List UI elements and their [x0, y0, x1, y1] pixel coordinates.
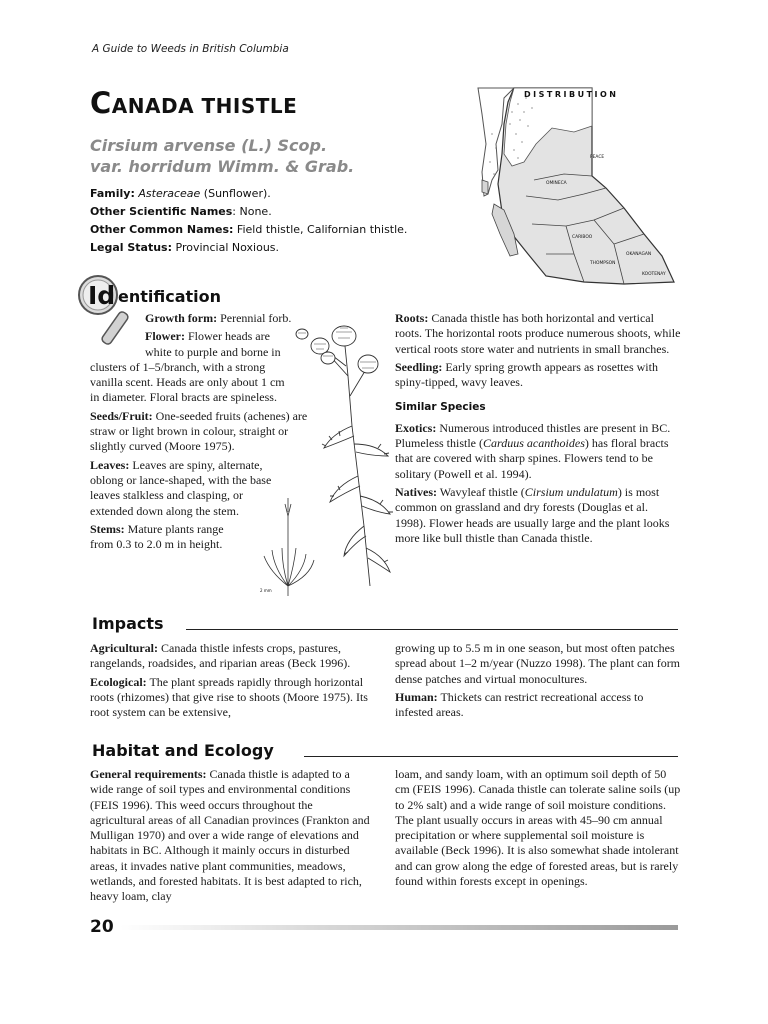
natives-text-a: Wavyleaf thistle ( [437, 484, 525, 499]
impacts-agricultural [90, 641, 370, 672]
scientific-name-line1: Cirsium arvense (L.) Scop. [90, 136, 328, 155]
legal-status-row [90, 239, 407, 257]
habitat-general-continued: loam, and sandy loam, with an optimum soil depth of 50 cm (FEIS 1996). Canada thistle can tolerate saline soils (up to 2% salt) and a wide range of soil moisture conditions. The plant usually occurs in areas with 45–90 cm annual precipitation or where supplemental soil moisture is available (Beck 1996). It is also somewhat shade intolerant and can grow along the edge of forested areas, but is rarely found within forests except in openings. [395, 767, 681, 889]
map-title: DISTRIBUTION [524, 90, 619, 99]
footer-bar [120, 925, 678, 930]
map-label-peace: PEACE [590, 155, 605, 160]
general-requirements-text: Canada thistle is adapted to a wide range of soil types and environmental conditions (FEIS 1996). This weed occurs throughout the agricultural areas of all Canadian provinces (Frankton and Mulligan 1970) and over a wide range of elevations and habitats in BC. Although it mainly occurs in disturbed areas, it invades native plant communities, meadows, wetlands, and forested habitats. It is best adapted to rich, heavy loam, clay [90, 767, 370, 904]
habitat-rule [304, 756, 678, 757]
roots [395, 311, 681, 357]
identification-heading: entification [118, 287, 222, 306]
title-rest: ANADA THISTLE [111, 94, 298, 118]
exotics-scientific: Carduus acanthoides [483, 436, 585, 451]
leaves-text: Leaves are spiny, alternate, oblong or lance-shaped, with the base leaves stalkless and clasping, or extended down along the stem. [90, 457, 272, 518]
exotics-label: Exotics: [395, 420, 437, 435]
seedling [395, 360, 681, 391]
growth-form-label: Growth form: [145, 311, 218, 325]
family-value: Asteraceae [138, 187, 201, 200]
natives [395, 485, 681, 546]
scientific-name [90, 135, 354, 177]
human-text: Thickets can restrict recreational access to infested areas. [395, 689, 644, 720]
agricultural-label: Agricultural: [90, 641, 158, 655]
scale-label: 2 mm [260, 588, 272, 593]
map-label-kootenay: KOOTENAY [642, 272, 666, 277]
seedling-label: Seedling: [395, 359, 443, 374]
ecological-text: The plant spreads rapidly through horizontal roots (rhizomes) that give rise to shoots (Moore 1975). Its root system can be extensive, [90, 674, 368, 720]
stems-label: Stems: [90, 521, 125, 536]
map-label-cariboo: CARIBOO [572, 235, 593, 240]
common-names-label: Other Common Names: [90, 223, 234, 236]
legal-status-label: Legal Status: [90, 241, 173, 254]
scientific-name-line2: var. horridum Wimm. & Grab. [90, 157, 355, 176]
identification-left-column [90, 311, 308, 555]
habitat-left-column [90, 767, 370, 908]
habitat-heading: Habitat and Ecology [92, 741, 274, 760]
flower-line1-text: Flower heads are [184, 329, 270, 344]
family-note: (Sunflower). [200, 187, 271, 200]
human-label: Human: [395, 689, 438, 704]
seeds-fruit [90, 409, 310, 455]
other-scientific-value: : None. [232, 205, 272, 218]
habitat-right-column [395, 767, 681, 892]
map-label-thompson: THOMPSON [590, 261, 616, 266]
legal-status-value: Provincial Noxious. [172, 241, 280, 254]
impacts-heading: Impacts [92, 614, 164, 633]
leaves-label: Leaves: [90, 457, 130, 472]
page-title [90, 86, 297, 120]
impacts-human [395, 690, 681, 721]
running-head: A Guide to Weeds in British Columbia [92, 43, 289, 55]
common-names-value: Field thistle, Californian thistle. [233, 223, 408, 236]
impacts-ecological-continued: growing up to 5.5 m in one season, but most often patches spread about 1–2 m/year (Nuzzo 1998). The plant can form dense patches and virtual monocultures. [395, 641, 681, 686]
exotics-text-b: ) has floral bracts that are covered with sharp spines. Flowers tend to be solitary (Powell et al. 1994). [395, 436, 669, 481]
impacts-right-column [395, 641, 681, 723]
growth-form-text: Perennial forb. [217, 311, 292, 325]
flower-block [90, 329, 304, 405]
impacts-left-column [90, 641, 370, 723]
stems-text: Mature plants range from 0.3 to 2.0 m in height. [90, 521, 224, 552]
roots-text: Canada thistle has both horizontal and vertical roots. The horizontal roots produce numerous shoots, while vertical roots store water and nutrients in small branches. [395, 311, 681, 356]
impacts-rule [186, 629, 678, 630]
natives-scientific: Cirsium undulatum [524, 484, 618, 499]
seeds-label: Seeds/Fruit: [90, 408, 153, 423]
growth-form [90, 311, 304, 326]
flower-line1 [90, 329, 304, 344]
family-label: Family: [90, 187, 135, 200]
flower-rest: clusters of 1–5/branch, with a strong vanilla scent. Heads are only about 1 cm in diameter. Floral bracts are spineless. [90, 359, 285, 405]
family-row [90, 185, 407, 203]
leaves [90, 458, 278, 519]
exotics [395, 421, 681, 482]
identification-heading-initial: Id [88, 281, 116, 310]
flower-label: Flower: [145, 329, 185, 344]
seedling-text: Early spring growth appears as rosettes with spiny-tipped, wavy leaves. [395, 359, 658, 390]
other-scientific-label: Other Scientific Names [90, 205, 233, 218]
identification-right-column [395, 311, 681, 549]
agricultural-text: Canada thistle infests crops, pastures, rangelands, roadsides, and riparian areas (Beck 1996). [90, 641, 351, 671]
other-scientific-row [90, 203, 407, 221]
map-island-small [482, 180, 488, 194]
stems [90, 522, 246, 553]
habitat-general [90, 767, 370, 905]
page-number: 20 [90, 917, 114, 937]
title-initial: C [90, 86, 112, 120]
ecological-label: Ecological: [90, 674, 147, 689]
species-metadata [90, 185, 407, 257]
general-requirements-label: General requirements: [90, 767, 207, 781]
map-label-okanagan: OKANAGAN [626, 252, 652, 257]
similar-species-heading: Similar Species [395, 401, 486, 414]
seeds-text: One-seeded fruits (achenes) are straw or light brown in colour, straight or slightly curved (Moore 1975). [90, 408, 308, 454]
map-label-omineca: OMINECA [546, 181, 567, 186]
impacts-ecological [90, 675, 370, 721]
natives-label: Natives: [395, 484, 437, 499]
distribution-map [474, 84, 684, 296]
exotics-text-a: Numerous introduced thistles are present in BC. Plumeless thistle ( [395, 420, 671, 451]
roots-label: Roots: [395, 311, 429, 325]
common-names-row [90, 221, 407, 239]
natives-text-b: ) is most common on grassland and dry forests (Douglas et al. 1998). Flower heads are usually large and the plant looks more like bull thistle than Canada thistle. [395, 484, 670, 545]
flower-line2: white to purple and borne in [145, 344, 281, 359]
